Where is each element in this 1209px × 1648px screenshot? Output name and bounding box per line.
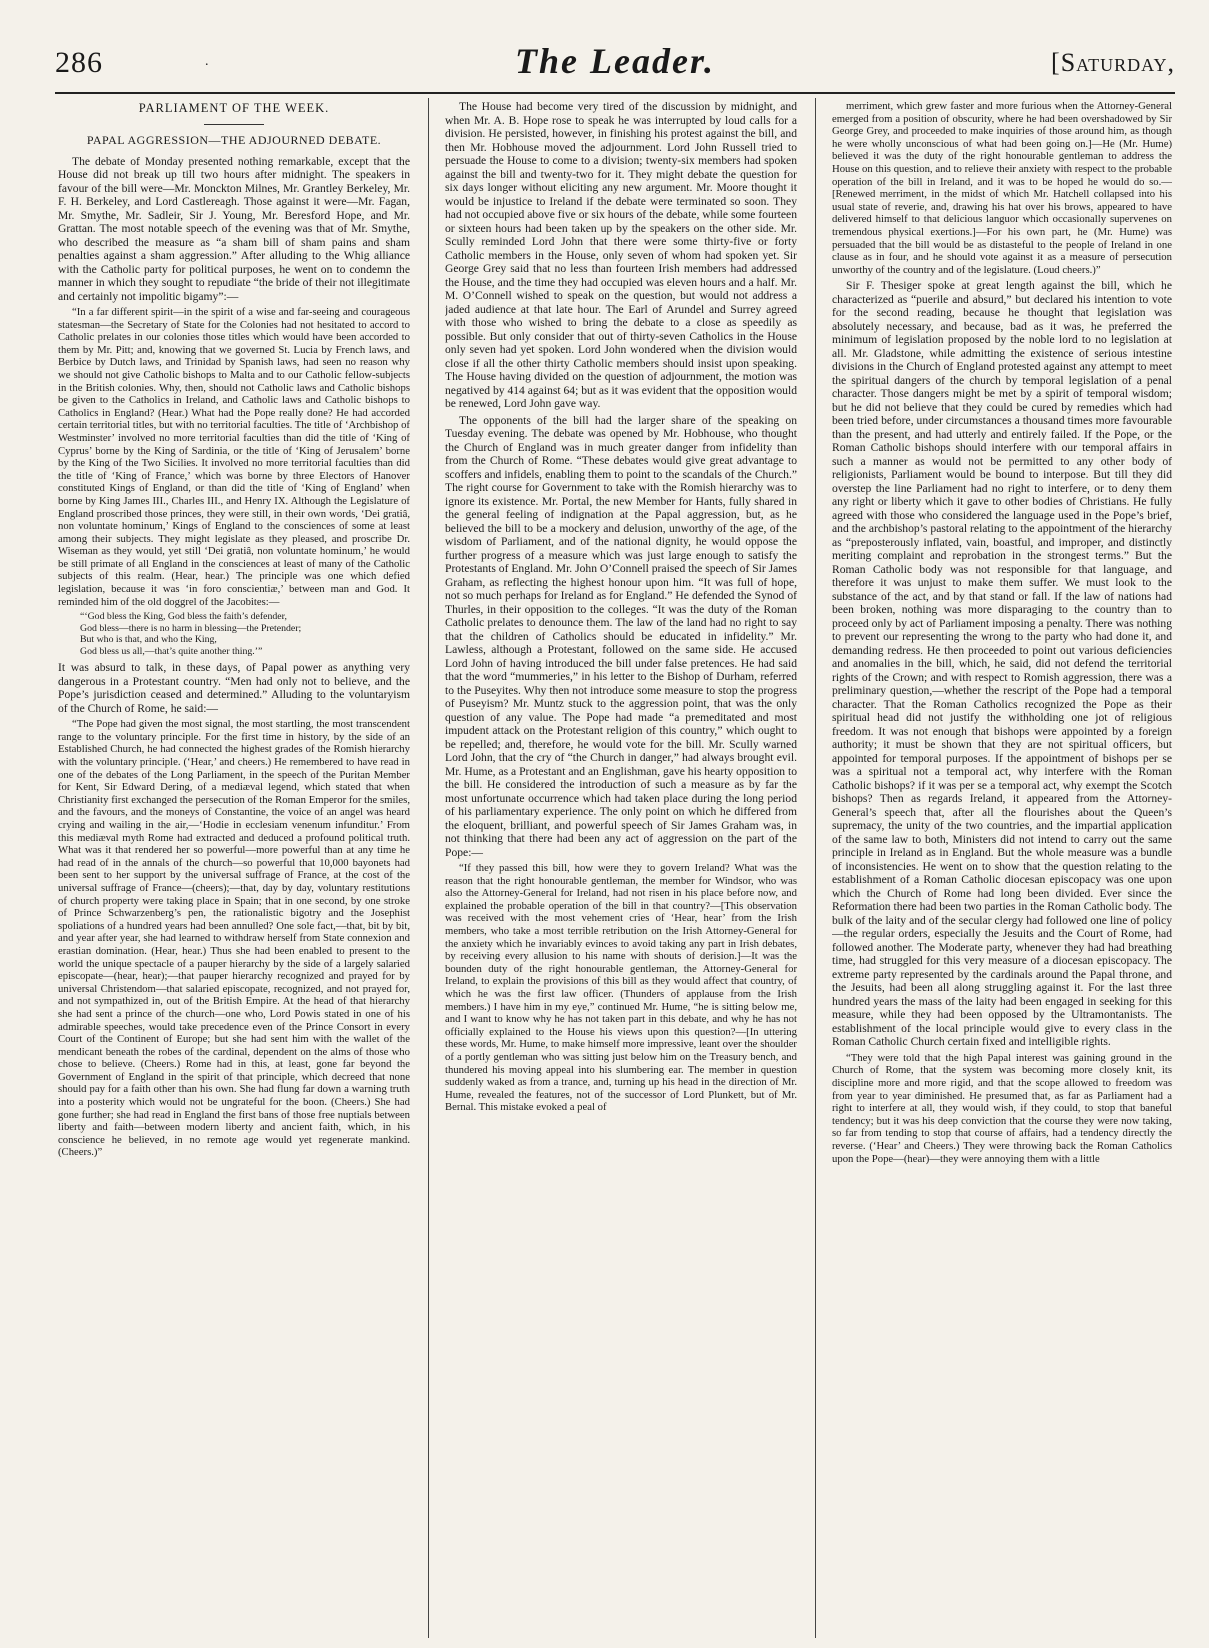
masthead	[55, 40, 1175, 88]
column-divider	[428, 98, 429, 1638]
quoted-speech: merriment, which grew faster and more furious when the Attorney-General emerged from a position of obscurity, where he had been overshadowed by Sir George Grey, and proceeded to make inquiries of those around him, as though he were wholly unconscious of what had been going on.]—He (Mr. Hume) believed it was the duty of the right honourable gentleman to address the House on this question, and to relieve their anxiety with respect to the probable operation of the bill in Ireland, and it was to be hoped he would do so.—[Renewed merriment, in the midst of which Mr. Hatchell collapsed into his usual state of reverie, and, drawing his hat over his brows, appeared to have delivered himself to that delicious languor which occasionally supervenes on tremendous physical exertions.]—For his own part, he (Mr. Hume) was persuaded that the bill would be as distasteful to the people of Ireland in one clause as in four, and he should vote against it as a measure of persecution unworthy of the country and of the legislature. (Loud cheers.)”	[832, 100, 1172, 276]
article-title: PAPAL AGGRESSION—THE ADJOURNED DEBATE.	[86, 132, 382, 147]
paragraph: The debate of Monday presented nothing remarkable, except that the House did not break up till two hours after midnight. The speakers in favour of the bill were—Mr. Monckton Milnes, Mr. Grantley Berkeley, Mr. F. H. Berkeley, and Lord Castlereagh. Those against it were—Mr. Fagan, Mr. Smythe, Mr. Sadleir, Sir J. Young, Mr. Beresford Hope, and Mr. Grattan. The most notable speech of the evening was that of Mr. Smythe, who described the measure as “a sham bill of sham pains and sham penalties against a sham aggression.” After alluding to the Whig alliance with the Catholic party for political purposes, he went on to condemn the manner in which they sought to repudiate “the bride of their not illegitimate and certainly not impolitic bigamy”:—	[58, 154, 410, 303]
quoted-speech: “The Pope had given the most signal, the most startling, the most transcendent range to the voluntary principle. For the first time in history, by the side of an Established Church, he had connected the highest grades of the Romish hierarchy with the voluntary principle. (‘Hear,’ and cheers.) He remembered to have read in one of the debates of the Long Parliament, in the speech of the Puritan Member for Kent, Sir Edward Dering, of a mediæval legend, which stated that when Christianity first exchanged the persecution of the Roman Emperor for the smiles, and the favours, and the moneys of Constantine, the voice of an angel was heard crying and wailing in the air,—‘Hodie in ecclesiam venenum infunditur.’ From this mediæval myth Rome had extracted and deduced a profound political truth. What was it that rendered her so powerful—more powerful than at any time he had read of in the annals of the church—so powerful that 10,000 bayonets had been sent to her support by the universal suffrage of France, at the cost of the universal suffrage of France—(cheers);—that, day by day, voluntary restitutions of church property were taking place in Spain; that in one second, by one stroke of Prince Schwarzenberg’s pen, the rationalistic bigotry and the Josephist spoliations of a hundred years had been annulled? One sole fact,—that, bit by bit, and year after year, she had learned to withdraw herself from State connexion and erastian domination. (Hear, hear.) Thus she had been enabled to present to the world the unique spectacle of a pauper hierarchy by the side of a largely salaried episcopate—(hear, hear);—that pauper hierarchy recognized and prayed for by universal Christendom—that salaried episcopate, recognized, and not prayed for, and not sympathized in, out of the British Empire. At the head of that hierarchy she had sent a prince of the church—one who, Lord Powis stated in one of his admirable speeches, would take precedence even of the Prince Consort in every Court of the Continent of Europe; but she had sent him with the wallet of the mendicant beneath the robes of the cardinal, dependent on the alms of those who chose to believe. (Cheers.) Rome had in this, at least, gone far beyond the Government of England in the spirit of that principle, which decreed that none should pay for a faith other than his own. She had flung far down a warning truth into a posterity which would not be ungrateful for the boon. (Cheers.) She had gone further; she had read in England the first bans of those free nuptials between liberty and faith—between modern liberty and ancient faith, which, in his conscience he believed, in no remote age would yet regenerate mankind. (Cheers.)”	[58, 718, 410, 1159]
verse-line: God bless us all,—that’s quite another thing.’”	[80, 645, 263, 657]
verse-line: God bless—there is no harm in blessing—the Pretender;	[80, 622, 302, 634]
column-2	[445, 100, 797, 1635]
section-title: PARLIAMENT OF THE WEEK.	[138, 101, 330, 115]
verse-quote	[58, 611, 410, 657]
page-number: 286	[55, 46, 103, 79]
header-rule	[55, 92, 1175, 94]
paragraph: Sir F. Thesiger spoke at great length against the bill, which he characterized as “puerile and absurd,” but declared his intention to vote for the second reading, because he thought that legislation was absolutely necessary, and because, bad as it was, he preferred the minimum of legislation proposed by the noble lord to no legislation at all. Mr. Gladstone, while admitting the existence of serious intestine divisions in the Church of England protested against any attempt to meet the spiritual dangers of the church by temporal legislation of a penal character. Those dangers might be met by a spirit of temporal wisdom; but he did not believe that they could be cured by remedies which had been tried before, under circumstances a thousand times more favourable than the present, and had utterly and entirely failed. If the Pope, or the Roman Catholic bishops should interfere with our temporal affairs in such a manner as would not be permitted to any other body of religionists, Parliament would be bound to interpose. But till they did overstep the line Parliament had no right to interfere, or to deny them any right or liberty which it gave to other bodies of Christians. He fully agreed with those who considered the language used in the Pope’s brief, and the archbishop’s pastoral relating to the appointment of the hierarchy as “preposterously inflated, vain, boastful, and improper, and distinctly meriting complaint and reprobation in the strongest terms.” But the Roman Catholic body was not responsible for that language, and therefore it was unjust to make them suffer. We must look to the substance of the act, and by that stand or fall. If the law of nations had been broken, nothing was more disparaging to the country than to proceed only by act of Parliament imposing a penalty. There was nothing to prevent our representing the wrong to the party who had done it, and demanding redress. He then proceeded to point out various deficiencies and anomalies in the bill, which, he said, did not defend the territorial rights of the Crown; and with respect to Romish aggression, there was a preliminary question,—whether the rescript of the Pope had a temporal character. That the Roman Catholics recognized the Pope as their spiritual head did not justify the withholding one jot of religious freedom. It was not enough that bishops were appointed by a foreign authority; it must be shown that they are not spiritual officers, but appointed for temporal purposes. If the appointment of bishops per se was a spiritual not a temporal act, why interfere with the Roman Catholic bishops? if it was per se a temporal act, why exempt the Scotch bishops? Then as regards Ireland, it appeared from the Attorney-General’s speech that, after all the flourishes about the Queen’s supremacy, the unity of the two countries, and the impartial application of the same law to both, Ministers did not intend to carry out the same principle in Ireland as in England. But the whole measure was a bundle of inconsistencies. He went on to show that the question relating to the establishment of a Roman Catholic diocesan episcopacy was one upon which the Church of Rome had long been divided. Ever since the Reformation there had been two parties in the Roman Catholic body. The bulk of the laity and of the secular clergy had followed one line of policy—the regular orders, especially the Jesuits and the Court of Rome, had followed another. The Moderate party, whenever they had had breathing time, had struggled for this very measure of a diocesan episcopacy. The extreme party represented by the cardinals around the Papal throne, and the Jesuits, had been all along struggling against it. For the last three hundred years the mass of the laity had been engaged in seeking for this measure, while they had been opposed by the Ultramontanists. The establishment of the local principle would give to every class in the Roman Catholic Church certain fixed and intelligible rights.	[832, 279, 1172, 1049]
newspaper-title: The Leader.	[515, 41, 715, 81]
verse-line: But who is that, and who the King,	[80, 634, 217, 646]
paragraph: It was absurd to talk, in these days, of Papal power as anything very dangerous in a Protestant country. “Men had only not to believe, and the Pope’s jurisdiction ceased and determined.” Alluding to the voluntaryism of the Church of Rome, he said:—	[58, 661, 410, 715]
section-rule	[204, 124, 264, 125]
column-divider	[815, 98, 816, 1638]
quoted-speech: “In a far different spirit—in the spirit of a wise and far-seeing and courageous statesman—the Secretary of State for the Colonies had not hesitated to accord to Catholic prelates in our colonies those titles which would have been accorded to them by Mr. Pitt; and, knowing that we governed St. Lucia by French laws, and Berbice by Dutch laws, and Trinidad by Spanish laws, had seen no reason why we should not give Catholic bishops to Malta and to our Catholic fellow-subjects in the British colonies. Why, then, should not Catholic laws and Catholic bishops be given to the Catholics in Ireland, and Catholic laws and Catholic bishops to Catholics in England? (Hear.) What had the Pope really done? He had accorded certain territorial titles, but with no territorial faculties. The title of ‘Archbishop of Westminster’ involved no more territorial faculties than did the title of ‘King of Cyprus’ borne by the King of Sardinia, or the title of ‘King of Jerusalem’ borne by the King of the Two Sicilies. It involved no more territorial faculties than did the title of ‘King of France,’ which was borne by three Electors of Hanover constituted Kings of England, or than did the title of ‘King of England’ when borne by King James III., Charles III., and Henry IX. Although the Legislature of England proscribed those princes, they were still, in their own words, ‘Dei gratiâ, non voluntate hominum,’ Kings of England to the consciences of some at least among their subjects. They might legislate as they pleased, and proscribe Dr. Wiseman as they would, yet still ‘Dei gratiâ, non voluntate hominum,’ he would be still primate of all England in the consciences at least of many of the Catholic subjects of this realm. (Hear, hear.) The principle was one which defied legislation, because it was ‘in foro conscientiæ,’ between man and God. It reminded him of the old doggrel of the Jacobites:—	[58, 306, 410, 608]
column-3	[832, 100, 1172, 1635]
paragraph: The House had become very tired of the discussion by midnight, and when Mr. A. B. Hope rose to speak he was interrupted by loud calls for a division. He persisted, however, in finishing his protest against the bill, and then Mr. Hobhouse moved the adjournment. Lord John Russell tried to persuade the House to come to a division; twenty-six members had spoken against the bill and twenty-two for it. They might debate the question for six days longer without eliciting any new argument. Mr. Moore thought it would be injustice to Ireland if the debate were terminated so soon. They had not occupied above five or six hours of the debate, while some fourteen or sixteen hours had been taken up by the speakers on the other side. Mr. Scully reminded Lord John that there were some thirty-five or forty Catholic members in the House, only seven of whom had spoken yet. Sir George Grey said that no less than fourteen Irish members had addressed the House, and the time they had occupied was eleven hours and a half. Mr. M. O’Connell wished to speak on the question, but would not address a jaded audience at that late hour. The Earl of Arundel and Surrey agreed with those who wished to bring the debate to a close as speedily as possible. But only consider that out of thirty-seven Catholics in the House only seven had yet spoken. Lord John wondered when the division would close if all the other thirty Catholic members should insist upon speaking. The House having divided on the question of adjournment, the motion was negatived by 414 against 64; but as it was evident that the opposition would be renewed, Lord John gave way.	[445, 100, 797, 410]
printer-mark: .	[205, 54, 209, 69]
dateline: [Saturday,	[1051, 48, 1175, 77]
column-1	[58, 100, 410, 1635]
quoted-speech: “They were told that the high Papal interest was gaining ground in the Church of Rome, that the system was becoming more closely knit, its discipline more and more rigid, and that the scope allowed to freedom was from year to year diminished. He presumed that, as far as Parliament had a right to interfere at all, they would wish, if they could, to stop that baneful tendency; but it was his deep conviction that the course they were now taking, so far from tending to stop that course of affairs, had a tendency directly the reverse. (‘Hear’ and Cheers.) They were throwing back the Roman Catholics upon the Pope—(hear)—they were annoying them with a little	[832, 1051, 1172, 1165]
paragraph: The opponents of the bill had the larger share of the speaking on Tuesday evening. The debate was opened by Mr. Hobhouse, who thought the Church of England was in much greater danger from infidelity than from the Church of Rome. “These debates would give great advantage to scoffers and infidels, enabling them to point to the scandals of the Church.” The right course for Government to take with the Romish hierarchy was to ignore its existence. Mr. Portal, the new Member for Hants, fully shared in the general feeling of indignation at the Papal aggression, but, as he believed the bill to be a mockery and delusion, unworthy of the age, of the wisdom of Parliament, and of the national dignity, he would oppose the further progress of a measure which was just large enough to satisfy the Protestants of England. Mr. John O’Connell praised the speech of Sir James Graham, as reflecting the highest honour upon him. “It was full of hope, not so much perhaps for Ireland as for England.” He defended the Synod of Thurles, in their opposition to the colleges. “It was the duty of the Roman Catholic prelates to denounce them. The law of the land had no right to say that the children of Catholics should be educated in infidelity.” Mr. Lawless, although a Protestant, followed on the same side. He accused Lord John of having introduced the bill under false pretences. He had said that the word “mummeries,” in his letter to the Bishop of Durham, referred to the Puseyites. Why then not introduce some measure to stop the progress of Puseyism? Mr. Muntz stuck to the aggression point, that was the only question of any value. The Pope had made “a premeditated and most impudent attack on the Protestant religion of this country,” which ought to be repelled; and, therefore, he would vote for the bill. Mr. Scully warned Lord John, that the cry of “the Church in danger,” had always brought evil. Mr. Hume, as a Protestant and an Englishman, gave his hearty opposition to the bill. He considered the introduction of such a measure as by far the most unfortunate occurrence which had taken place during the long period of his parliamentary experience. The only point on which he differed from the eloquent, brilliant, and powerful speech of Sir James Graham was, in not thinking that there had been any act of aggression on the part of the Pope:—	[445, 413, 797, 859]
verse-line: “‘God bless the King, God bless the faith’s defender,	[80, 611, 287, 623]
quoted-speech: “If they passed this bill, how were they to govern Ireland? What was the reason that the right honourable gentleman, the member for Windsor, who was also the Attorney-General for Ireland, had not risen in his place before now, and explained the probable operation of the bill in that country?—[This observation was received with the most vehement cries of ‘Hear, hear’ from the Irish members, who take a most terrible retribution on the Irish Attorney-General for the anxiety which he invariably evinces to avoid taking any part in Irish debates, by receiving every allusion to his name with shouts of derision.]—It was the bounden duty of the right honourable gentleman, the Attorney-General for Ireland, to explain the provisions of this bill as they would affect that country, of which he was the first law officer. (Thunders of applause from the Irish members.) I have him in my eye,” continued Mr. Hume, “he is sitting below me, and I want to know why he has not taken part in this debate, and why he has not officially explained to the House his views upon this question?—[In uttering these words, Mr. Hume, to make himself more impressive, leant over the shoulder of a portly gentleman who was sitting just below him on the Treasury bench, and thundered his moving appeal into his slumbering ear. The member in question suddenly waked as from a trance, and, turning up his head in the direction of Mr. Hume, revealed the features, not of the successor of Lord Plunkett, but of Mr. Bernal. This mistake evoked a peal of	[445, 862, 797, 1114]
